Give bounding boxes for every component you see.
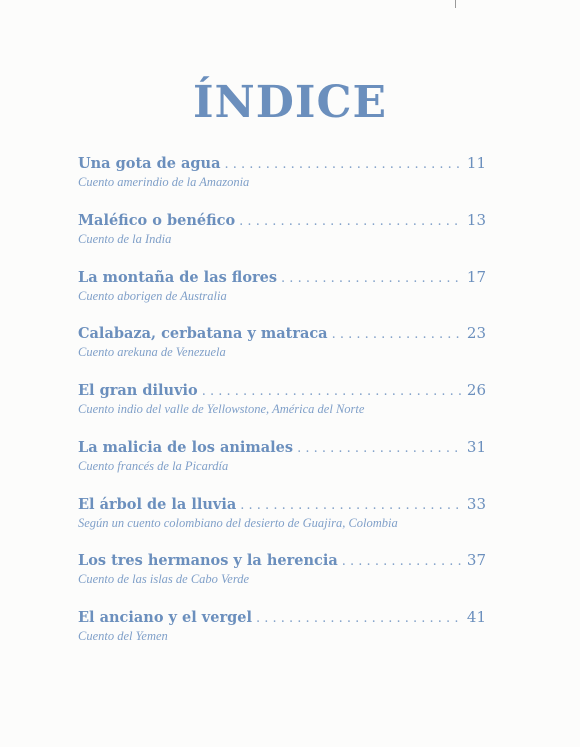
toc-entry-6[interactable]	[78, 438, 486, 474]
toc-entry-page-number: 31	[466, 437, 486, 456]
toc-entry-subtitle: Cuento de las islas de Cabo Verde	[78, 572, 250, 587]
toc-entry-line	[78, 381, 486, 399]
dot-leader	[239, 215, 463, 228]
toc-entry-line	[78, 211, 486, 229]
toc-entry-title: Los tres hermanos y la herencia	[78, 552, 338, 570]
toc-entry-line	[78, 608, 486, 626]
toc-entry-line	[78, 324, 486, 342]
toc-entry-subtitle: Cuento del Yemen	[78, 629, 168, 643]
toc-entry-page-number: 13	[466, 210, 486, 229]
toc-entry-4[interactable]	[78, 324, 486, 360]
toc-entry-page-number: 33	[466, 494, 486, 513]
toc-entry-page-number: 17	[466, 267, 486, 286]
dot-leader	[240, 499, 463, 512]
toc-entry-subtitle: Según un cuento colombiano del desierto de Guajira, Colombia	[78, 515, 398, 530]
toc-entry-title: Una gota de agua	[78, 155, 221, 172]
dot-leader	[281, 272, 463, 285]
toc-entry-7[interactable]	[78, 495, 486, 531]
dot-leader	[256, 612, 463, 625]
toc-entry-title: El anciano y el vergel	[78, 609, 252, 626]
dot-leader	[342, 555, 463, 568]
dot-leader	[332, 328, 463, 341]
toc-entry-title: Maléfico o benéfico	[78, 211, 236, 229]
toc-entry-page-number: 11	[466, 154, 486, 172]
toc-entry-page-number: 23	[466, 324, 486, 343]
dot-leader	[224, 158, 462, 171]
toc-entry-subtitle: Cuento francés de la Picardía	[78, 458, 229, 473]
toc-entry-line	[78, 268, 486, 286]
toc-entry-title: El gran diluvio	[78, 382, 198, 399]
toc-entry-subtitle: Cuento arekuna de Venezuela	[78, 345, 226, 360]
toc-entry-title: La montaña de las flores	[78, 268, 278, 286]
toc-entry-subtitle: Cuento de la India	[78, 231, 172, 246]
toc-entry-title: Calabaza, cerbatana y matraca	[78, 325, 328, 343]
table-of-contents	[78, 154, 486, 644]
toc-entry-9[interactable]	[78, 608, 486, 644]
toc-entry-2[interactable]	[78, 211, 486, 247]
crop-mark	[455, 0, 456, 8]
toc-entry-subtitle: Cuento aborigen de Australia	[78, 288, 227, 303]
toc-entry-5[interactable]	[78, 381, 486, 417]
toc-entry-line	[78, 551, 486, 569]
toc-entry-subtitle: Cuento indio del valle de Yellowstone, América del Norte	[78, 402, 365, 416]
toc-entry-line	[78, 495, 486, 513]
toc-entry-page-number: 26	[466, 381, 486, 399]
toc-entry-page-number: 41	[466, 608, 486, 626]
toc-entry-line	[78, 154, 486, 172]
toc-entry-8[interactable]	[78, 551, 486, 587]
toc-entry-page-number: 37	[466, 551, 486, 570]
page-title: ÍNDICE	[192, 77, 388, 129]
toc-entry-subtitle: Cuento amerindio de la Amazonia	[78, 175, 250, 189]
toc-entry-3[interactable]	[78, 268, 486, 304]
toc-entry-1[interactable]	[78, 154, 486, 190]
toc-entry-line	[78, 438, 486, 456]
toc-entry-title: El árbol de la lluvia	[78, 495, 237, 513]
toc-entry-title: La malicia de los animales	[78, 438, 294, 456]
dot-leader	[202, 385, 463, 398]
dot-leader	[297, 442, 463, 455]
